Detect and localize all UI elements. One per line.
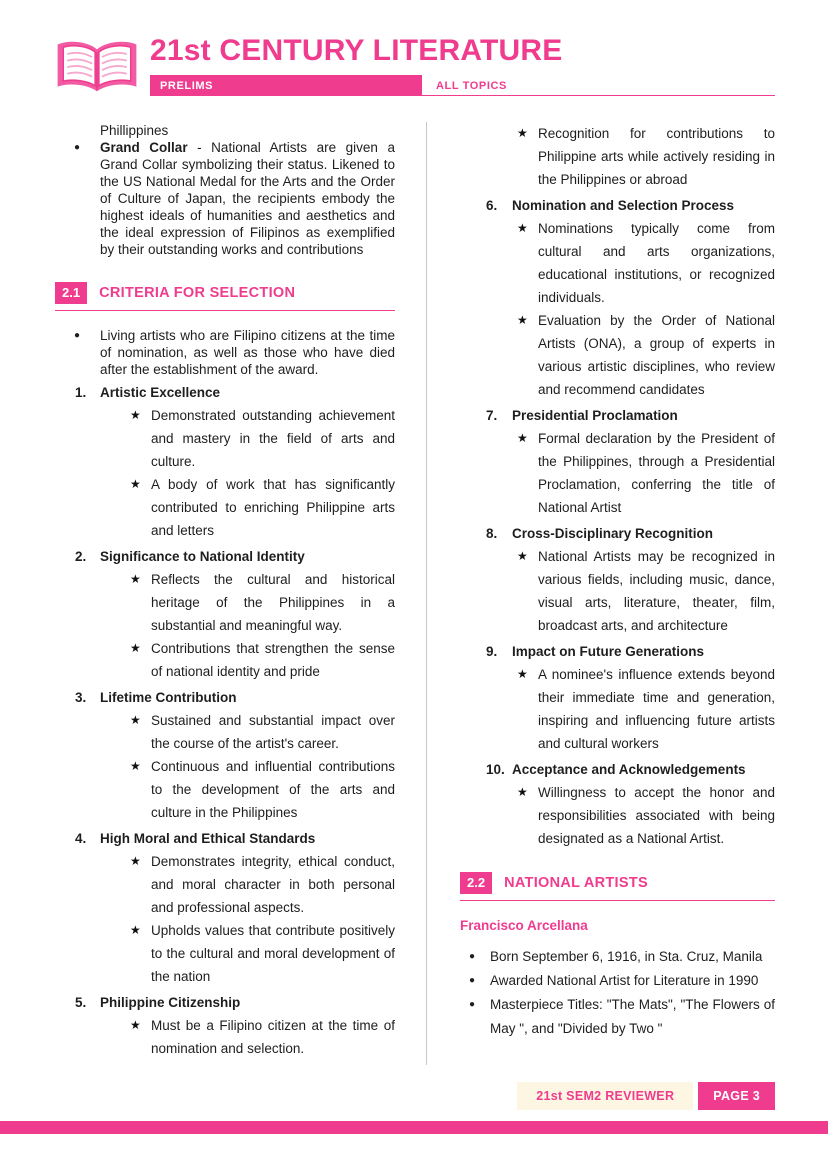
star-list <box>460 781 775 850</box>
open-book-icon <box>52 36 142 98</box>
star-bullet-item <box>55 404 395 473</box>
page-number-badge: PAGE 3 <box>698 1082 775 1110</box>
star-list <box>460 122 775 191</box>
numbered-item-title: Acceptance and Acknowledgements <box>512 762 746 777</box>
numbered-item-number: 4. <box>75 831 87 846</box>
star-list <box>55 709 395 824</box>
star-bullet-text: Demonstrated outstanding achievement and mastery in the field of arts and culture. <box>151 408 395 469</box>
star-bullet-icon: ★ <box>517 221 528 235</box>
star-bullet-icon: ★ <box>517 549 528 563</box>
star-bullet-item <box>460 122 775 191</box>
section-header <box>460 872 775 901</box>
star-bullet-text: Willingness to accept the honor and responsibilities associated with being designated as a National Artist. <box>538 785 775 846</box>
numbered-item-title: Nomination and Selection Process <box>512 198 735 213</box>
star-bullet-item <box>55 850 395 919</box>
star-bullet-icon: ★ <box>130 641 141 655</box>
section-header <box>55 282 395 311</box>
bullet-icon: ● <box>74 330 81 341</box>
numbered-item-title: Impact on Future Generations <box>512 644 705 659</box>
numbered-item <box>55 545 395 683</box>
star-bullet-text: Reflects the cultural and historical heritage of the Philippines in a substantial and meaningful way. <box>151 572 395 633</box>
header-text <box>150 34 775 96</box>
numbered-item <box>55 381 395 542</box>
numbered-item-heading <box>460 194 775 217</box>
star-bullet-icon: ★ <box>517 785 528 799</box>
star-bullet-icon: ★ <box>130 923 141 937</box>
star-bullet-text: Recognition for contributions to Philippine arts while actively residing in the Philippines or abroad <box>538 126 775 187</box>
star-bullet-text: Evaluation by the Order of National Artists (ONA), a group of experts in various artistic disciplines, who review and recommend candidates <box>538 313 775 397</box>
numbered-item-number: 1. <box>75 385 87 400</box>
bullet-icon: ● <box>469 951 476 962</box>
star-bullet-item <box>55 755 395 824</box>
bullet-text: Masterpiece Titles: "The Mats", "The Flowers of May ", and "Divided by Two " <box>490 997 775 1036</box>
star-bullet-item <box>460 217 775 309</box>
star-bullet-text: Continuous and influential contributions to the development of the arts and culture in the Philippines <box>151 759 395 820</box>
bullet-icon: ● <box>74 142 81 153</box>
star-bullet-icon: ★ <box>130 759 141 773</box>
numbered-item-title: Presidential Proclamation <box>512 408 678 423</box>
bullet-icon: ● <box>469 975 476 986</box>
star-bullet-item <box>55 1014 395 1060</box>
continuation-text: Phillippines <box>100 123 169 138</box>
star-bullet-icon: ★ <box>130 477 141 491</box>
bullet-item <box>460 969 775 993</box>
page-header <box>52 34 775 104</box>
star-bullet-icon: ★ <box>517 126 528 140</box>
star-bullet-icon: ★ <box>130 408 141 422</box>
page-title: 21st CENTURY LITERATURE <box>150 34 563 67</box>
bullet-text: Grand Collar - National Artists are given a Grand Collar symbolizing their status. Likened to the US National Medal for the Arts and the Order of Culture of Japan, the recipients embody the highest ideals of humanities and aesthetics and the ideal expression of Filipinos as exemplified by their outstanding works and contributions <box>100 140 395 257</box>
bottom-accent-bar <box>0 1121 828 1134</box>
numbered-item <box>460 194 775 401</box>
star-list <box>460 545 775 637</box>
star-bullet-item <box>55 637 395 683</box>
section-title: CRITERIA FOR SELECTION <box>99 285 296 301</box>
numbered-item-number: 2. <box>75 549 87 564</box>
numbered-item <box>55 827 395 988</box>
star-list <box>55 1014 395 1060</box>
numbered-item-title: Cross-Disciplinary Recognition <box>512 526 714 541</box>
star-list <box>55 850 395 988</box>
star-bullet-icon: ★ <box>130 713 141 727</box>
numbered-item-number: 7. <box>486 408 498 423</box>
numbered-item-title: Artistic Excellence <box>100 385 221 400</box>
star-bullet-text: Nominations typically come from cultural and arts organizations, educational institutions, or recognized individuals. <box>538 221 775 305</box>
star-bullet-item <box>55 919 395 988</box>
numbered-item-number: 8. <box>486 526 498 541</box>
page-footer <box>517 1082 775 1110</box>
star-bullet-text: Formal declaration by the President of the Philippines, through a Presidential Proclamation, conferring the title of National Artist <box>538 431 775 515</box>
numbered-item-title: Lifetime Contribution <box>100 690 237 705</box>
numbered-item <box>55 991 395 1060</box>
bullet-text: Born September 6, 1916, in Sta. Cruz, Manila <box>490 949 763 964</box>
star-list <box>460 217 775 401</box>
numbered-item-title: Significance to National Identity <box>100 549 305 564</box>
section-number-badge: 2.1 <box>55 282 87 304</box>
numbered-item-number: 9. <box>486 644 498 659</box>
column-right <box>460 122 775 1065</box>
bullet-text: Living artists who are Filipino citizens at the time of nomination, as well as those who have died after the establishment of the award. <box>100 328 395 377</box>
star-bullet-text: A body of work that has significantly contributed to enriching Philippine arts and letters <box>151 477 395 538</box>
star-bullet-icon: ★ <box>517 431 528 445</box>
bullet-icon: ● <box>469 999 476 1010</box>
star-bullet-text: Must be a Filipino citizen at the time of nomination and selection. <box>151 1018 395 1056</box>
reviewer-label: 21st SEM2 REVIEWER <box>517 1082 693 1110</box>
star-bullet-item <box>55 709 395 755</box>
bullet-text: Awarded National Artist for Literature in 1990 <box>490 973 759 988</box>
star-bullet-text: National Artists may be recognized in various fields, including music, dance, visual arts, literature, theater, film, broadcast arts, and architecture <box>538 549 775 633</box>
page-body <box>55 122 775 1065</box>
star-bullet-icon: ★ <box>130 572 141 586</box>
numbered-item-heading <box>55 686 395 709</box>
bullet-item <box>55 327 395 378</box>
numbered-item <box>460 758 775 850</box>
star-bullet-item <box>460 663 775 755</box>
tab-all-topics: ALL TOPICS <box>422 75 775 96</box>
star-list <box>460 663 775 755</box>
star-list <box>55 568 395 683</box>
numbered-item-number: 6. <box>486 198 498 213</box>
numbered-item-heading <box>55 381 395 404</box>
numbered-item-number: 3. <box>75 690 87 705</box>
star-bullet-icon: ★ <box>130 1018 141 1032</box>
column-divider <box>426 122 427 1065</box>
star-bullet-text: Contributions that strengthen the sense of national identity and pride <box>151 641 395 679</box>
numbered-item-heading <box>460 404 775 427</box>
numbered-item <box>460 522 775 637</box>
numbered-item-heading <box>460 522 775 545</box>
bullet-item <box>55 139 395 258</box>
numbered-item-number: 5. <box>75 995 87 1010</box>
tab-prelims: PRELIMS <box>150 75 422 96</box>
star-bullet-text: Demonstrates integrity, ethical conduct, and moral character in both personal and professional aspects. <box>151 854 395 915</box>
star-bullet-item <box>460 545 775 637</box>
star-bullet-text: Upholds values that contribute positively to the cultural and moral development of the nation <box>151 923 395 984</box>
star-bullet-icon: ★ <box>517 313 528 327</box>
numbered-item <box>460 404 775 519</box>
numbered-item-heading <box>55 545 395 568</box>
star-list <box>460 427 775 519</box>
star-bullet-icon: ★ <box>130 854 141 868</box>
numbered-item-heading <box>55 991 395 1014</box>
star-bullet-text: A nominee's influence extends beyond their immediate time and generation, inspiring and influencing future artists and cultural workers <box>538 667 775 751</box>
section-title: NATIONAL ARTISTS <box>504 875 648 891</box>
star-bullet-item <box>55 473 395 542</box>
numbered-item <box>55 686 395 824</box>
bullet-bold-lead: Grand Collar <box>100 140 188 155</box>
numbered-item-heading <box>460 758 775 781</box>
numbered-item-title: High Moral and Ethical Standards <box>100 831 316 846</box>
numbered-item-number: 10. <box>486 762 505 777</box>
numbered-item-heading <box>55 827 395 850</box>
section-number-badge: 2.2 <box>460 872 492 894</box>
star-bullet-item <box>55 568 395 637</box>
star-bullet-item <box>460 427 775 519</box>
numbered-item-title: Philippine Citizenship <box>100 995 241 1010</box>
bullet-item <box>460 945 775 969</box>
star-bullet-text: Sustained and substantial impact over the course of the artist's career. <box>151 713 395 751</box>
star-bullet-item <box>460 781 775 850</box>
numbered-item-heading <box>460 640 775 663</box>
star-list <box>55 404 395 542</box>
star-bullet-icon: ★ <box>517 667 528 681</box>
bullet-item <box>460 993 775 1041</box>
author-subheading: Francisco Arcellana <box>460 918 588 933</box>
star-bullet-item <box>460 309 775 401</box>
header-tabs <box>150 75 775 96</box>
numbered-item <box>460 640 775 755</box>
column-left <box>55 122 395 1065</box>
